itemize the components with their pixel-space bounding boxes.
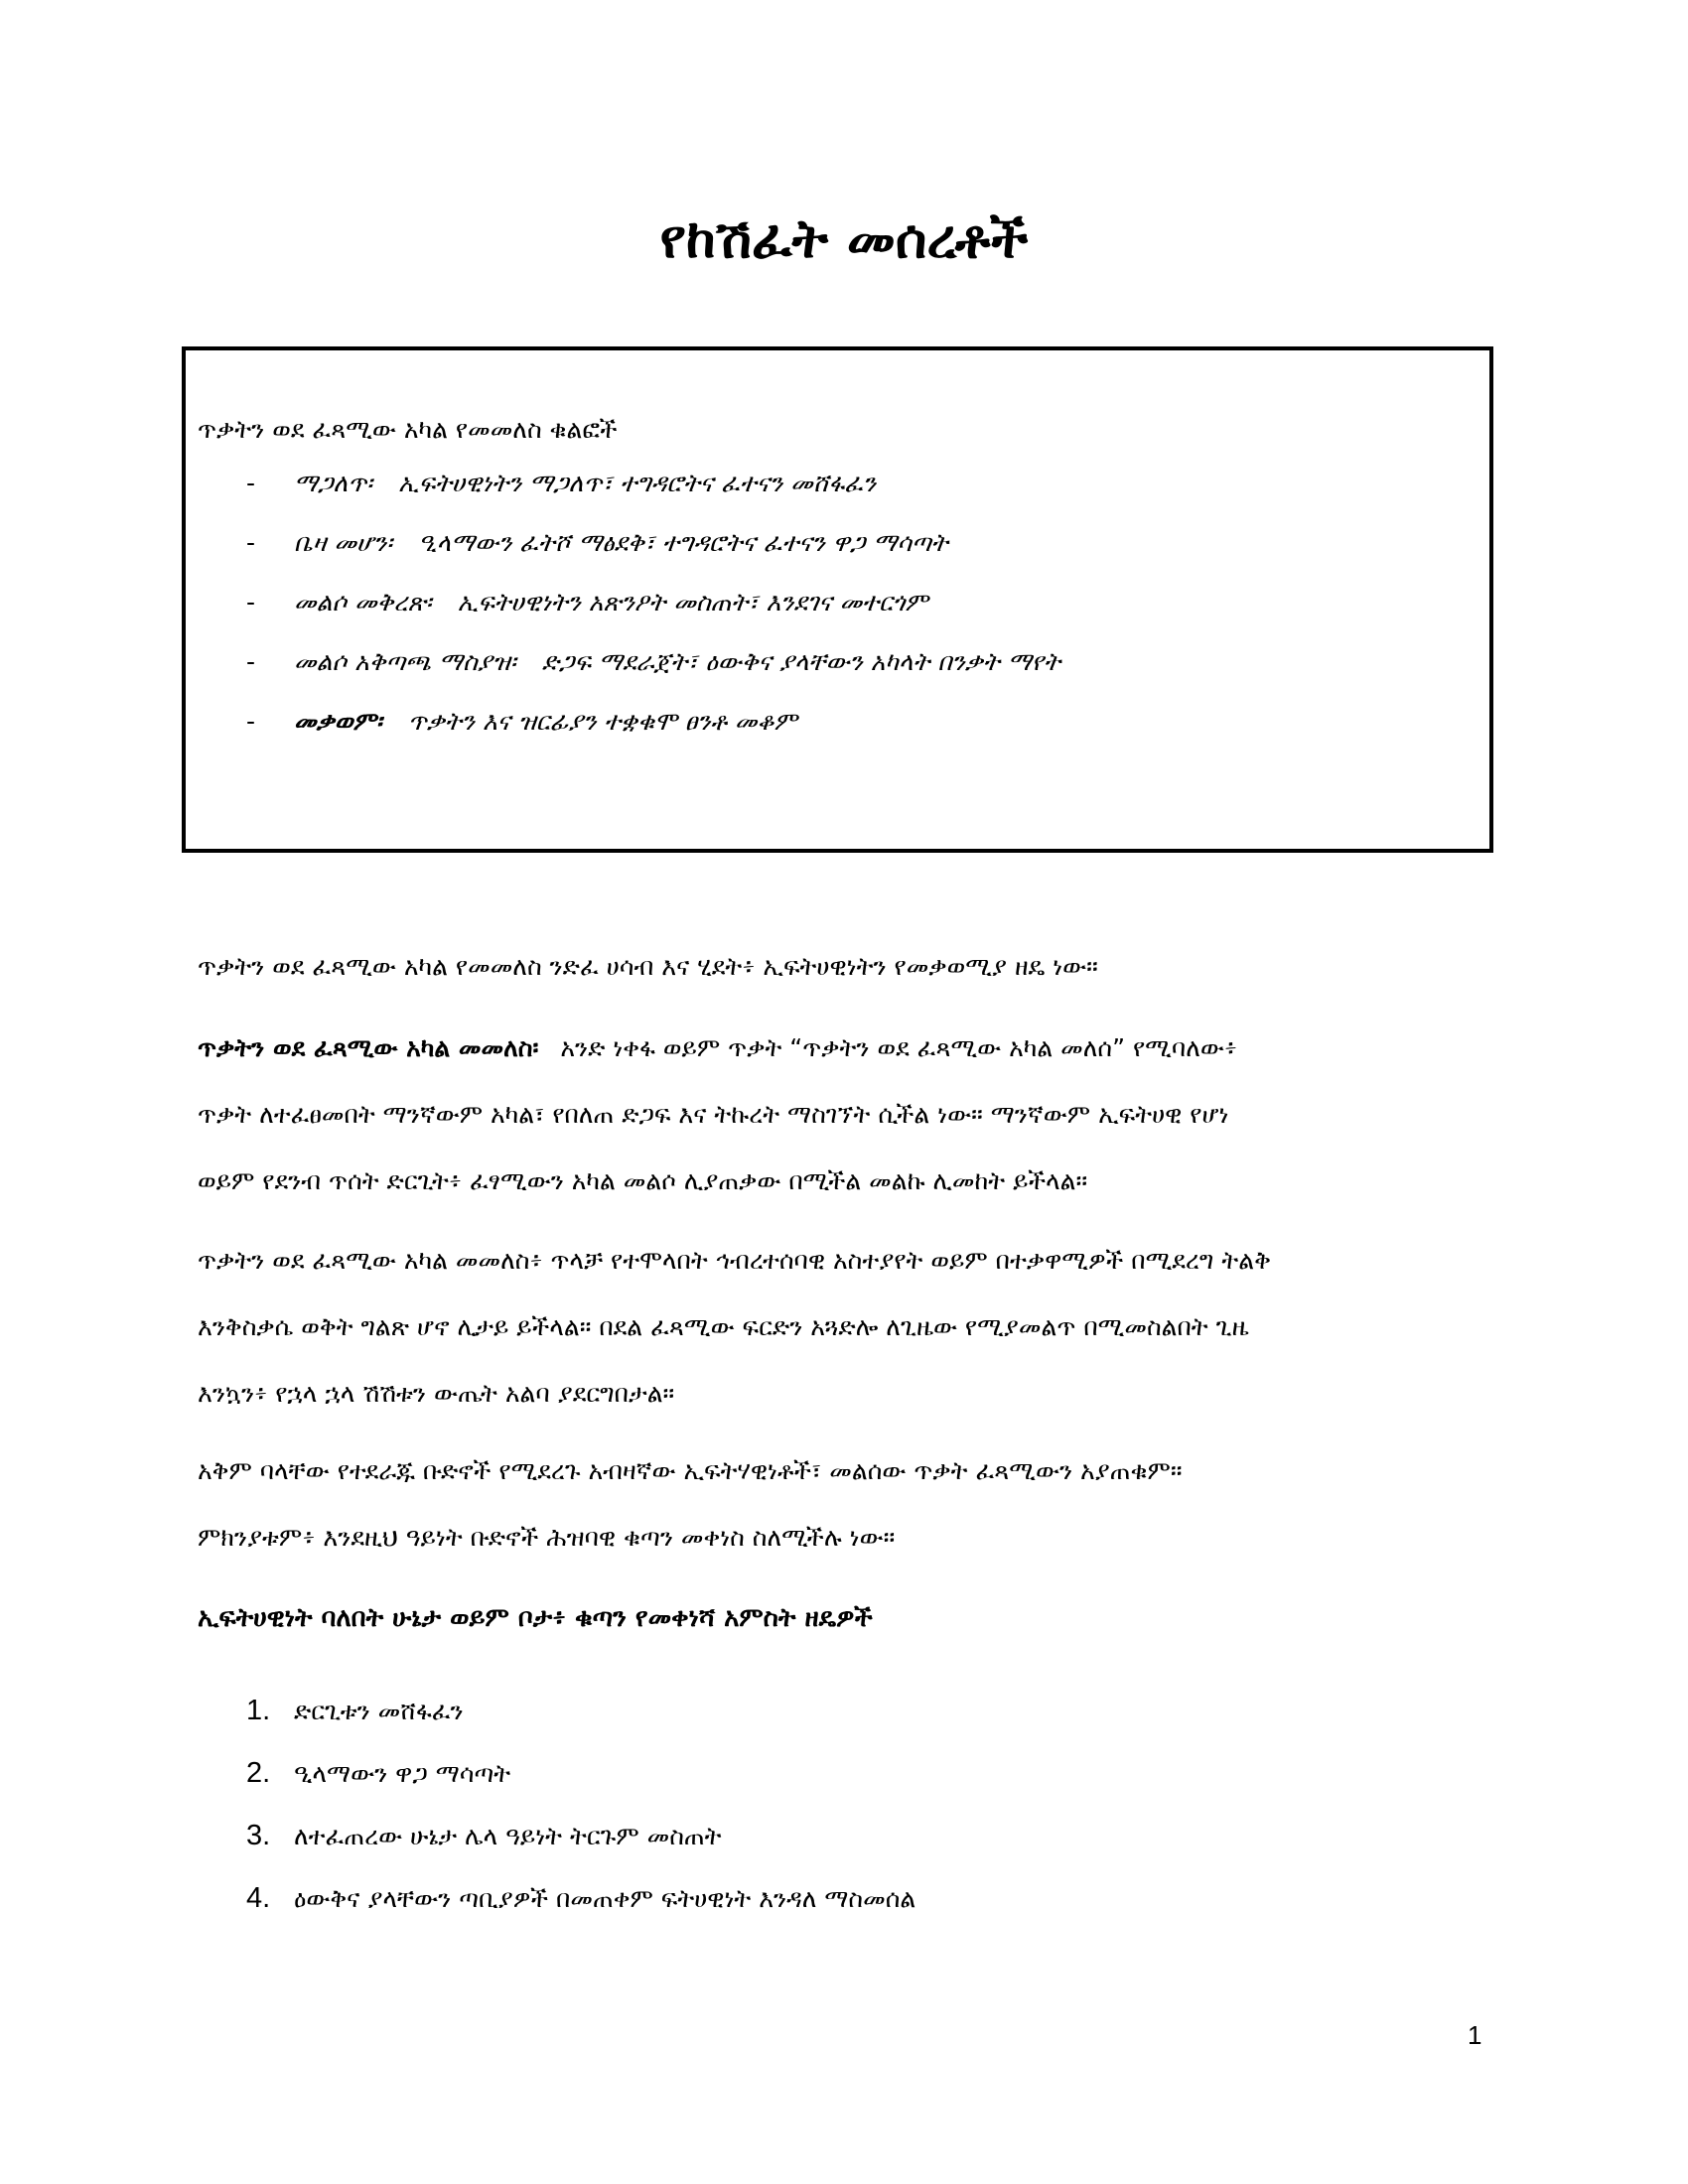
section-heading: ኢፍትሀዊነት ባለበት ሁኔታ ወይም ቦታ፥ ቁጣን የመቀነሻ አምስት ዘዴዎች [198, 1603, 873, 1633]
paragraph-lead: ጥቃትን ወደ ፈጻሚው አካል መመለስ፡ [198, 1033, 539, 1062]
list-item: 4. ዕውቅና ያላቸውን ጣቢያዎች በመጠቀም ፍትሀዊነት እንዳለ ማስመሰል [246, 1882, 916, 1914]
intro-paragraph: ጥቃትን ወደ ፈጻሚው አካል የመመለስ ንድፈ ሀሳብ እና ሂደት፥ ኢፍትሀዊነትን የመቃወሚያ ዘዴ ነው። [198, 952, 1098, 981]
box-list-item: - መልሶ አቅጣጫ ማስያዝ፡ ድጋፍ ማደራጀት፣ ዕውቅና ያላቸውን አካላት በንቃት ማየት [246, 645, 1060, 679]
item-term: ቤዛ መሆን፡ [294, 528, 393, 557]
list-item: 1. ድርጊቱን መሸፋፈን [246, 1695, 464, 1726]
page-title: የከሽፈት መሰረቶች [659, 207, 1029, 270]
box-list-item: - መቃወም፡ ጥቃትን እና ዝርፊያን ተቋቁሞ ፀንቶ መቆም [246, 705, 797, 739]
item-desc: ኢፍትሀዊነትን ማጋለጥ፣ ተግዳሮትና ፈተናን መሸፋፈን [398, 469, 877, 497]
list-item: 2. ዒላማውን ዋጋ ማሳጣት [246, 1757, 511, 1789]
paragraph-2: ጥቃትን ወደ ፈጻሚው አካል መመለስ፥ ጥላቻ የተሞላበት ኅብረተሰባዊ አስተያየት ወይም በተቃዋሚዎች በሚደረግ ትልቅ እንቅስቃሴ ወቅት ግልጽ ሆኖ ሊታይ ይችላል። በደል ፈጻሚው ፍርድን አጓድሎ ለጊዜው የሚያመልጥ በሚመስልበት ጊዜ እንኳን፥ የኋላ ኋላ ሽሽቱን ውጤት አልባ ያደርግበታል። [198, 1246, 1271, 1408]
item-desc: ድጋፍ ማደራጀት፣ ዕውቅና ያላቸውን አካላት በንቃት ማየት [541, 647, 1060, 676]
item-term: ማጋለጥ፡ [294, 469, 373, 497]
item-term: መልሶ አቅጣጫ ማስያዝ፡ [294, 647, 516, 676]
paragraph-3: አቅም ባላቸው የተደራጁ ቡድኖች የሚደረጉ አብዛኛው ኢፍትሃዊነቶች፣ መልሰው ጥቃት ፈጻሚውን አያጠቁም። ምክንያቱም፥ እንደዚህ ዓይነት ቡድኖች ሕዝባዊ ቁጣን መቀነስ ስለሚችሉ ነው። [198, 1456, 1183, 1552]
box-list-item: - ማጋለጥ፡ ኢፍትሀዊነትን ማጋለጥ፣ ተግዳሮትና ፈተናን መሸፋፈን [246, 467, 876, 500]
list-item: 3. ለተፈጠረው ሁኔታ ሌላ ዓይነት ትርጉም መስጠት [246, 1820, 722, 1851]
box-heading: ጥቃትን ወደ ፈጻሚው አካል የመመለስ ቁልፎች [198, 415, 618, 444]
box-list-item: - ቤዛ መሆን፡ ዒላማውን ፈትሾ ማፅደቅ፣ ተግዳሮትና ፈተናን ዋጋ ማሳጣት [246, 526, 948, 560]
numbered-list [246, 1680, 915, 1930]
item-desc: ኢፍትሀዊነትን አጽንዖት መስጠት፣ እንደገና መተርጎም [457, 588, 928, 616]
item-desc: ጥቃትን እና ዝርፊያን ተቋቁሞ ፀንቶ መቆም [407, 707, 797, 736]
paragraph-1: ጥቃትን ወደ ፈጻሚው አካል መመለስ፡ አንድ ነቀፋ ወይም ጥቃት “ጥቃትን ወደ ፈጻሚው አካል መለሰ” የሚባለው፥ ጥቃት ለተፈፀመበት ማንኛውም አካል፣ የበለጠ ድጋፍ እና ትኩረት ማስገኘት ሲችል ነው። ማንኛውም ኢፍትሀዊ የሆነ ወይም የደንብ ጥሰት ድርጊት፥ ፈፃሚውን አካል መልሶ ሊያጠቃው በሚችል መልኩ ሊመከት ይችላል። [198, 1033, 1238, 1195]
item-term: መልሶ መቅረጽ፡ [294, 588, 432, 616]
item-desc: ዒላማውን ፈትሾ ማፅደቅ፣ ተግዳሮትና ፈተናን ዋጋ ማሳጣት [418, 528, 948, 557]
item-term: መቃወም፡ [294, 707, 382, 736]
box-list-item: - መልሶ መቅረጽ፡ ኢፍትሀዊነትን አጽንዖት መስጠት፣ እንደገና መተርጎም [246, 586, 928, 619]
page-number: 1 [1468, 2020, 1482, 2050]
